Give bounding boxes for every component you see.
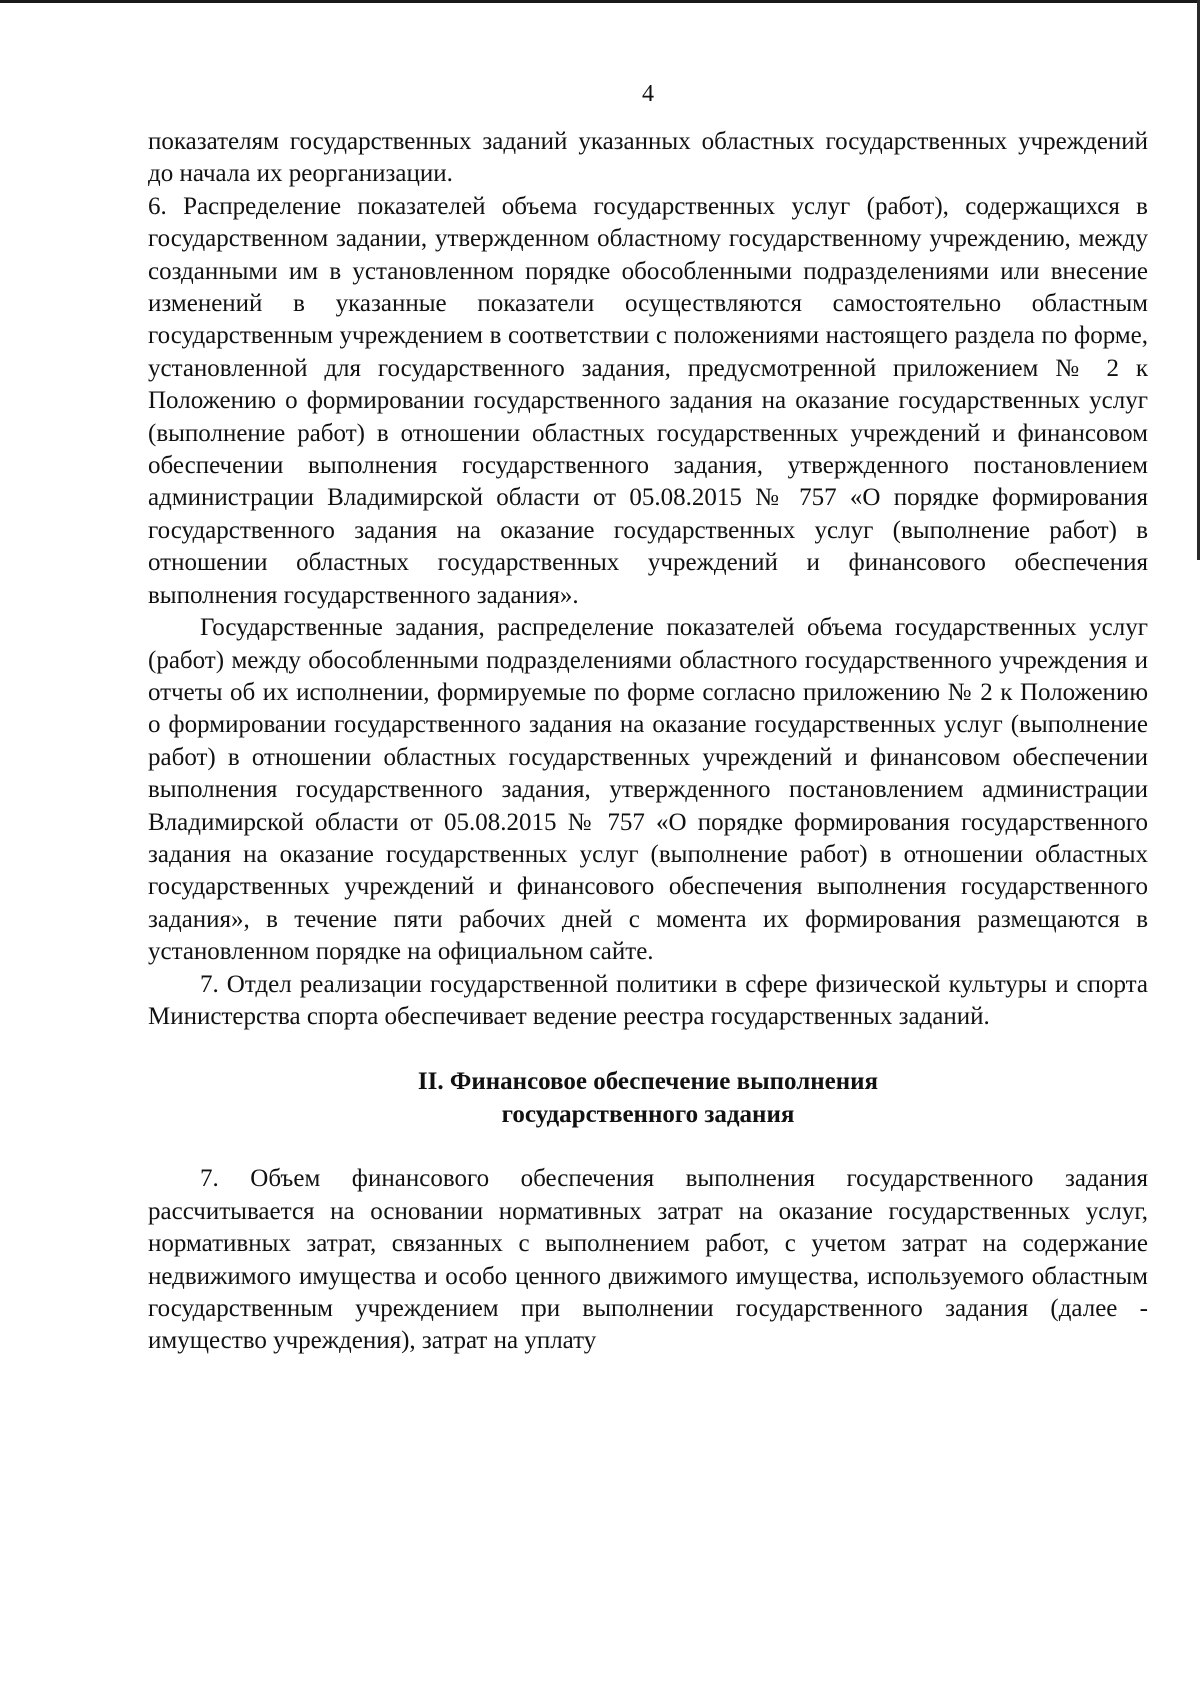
paragraph-continuation: показателям государственных заданий указанных областных государственных учреждений до начала их реорганизации. bbox=[148, 128, 1148, 188]
section-heading bbox=[148, 1065, 1148, 1131]
paragraph-item-7-registry: 7. Отдел реализации государственной политики в сфере физической культуры и спорта Министерства спорта обеспечивает ведение реестра государственных заданий. bbox=[148, 970, 1148, 1030]
paragraph-item-6: 6. Распределение показателей объема государственных услуг (работ), содержащихся в государственном задании, утвержденном областному государственному учреждению, между созданными им в установленном порядке обособленными подразделениями или внесение изменений в указанные показатели осуществляются самостоятельно областным государственным учреждением в соответствии с положениями настоящего раздела по форме, установленной для государственного задания, предусмотренной приложением № 2 к Положению о формировании государственного задания на оказание государственных услуг (выполнение работ) в отношении областных государственных учреждений и финансовом обеспечении выполнения государственного задания, утвержденного постановлением администрации Владимирской области от 05.08.2015 № 757 «О порядке формирования государственного задания на оказание государственных услуг (выполнение работ) в отношении областных государственных учреждений и финансового обеспечения выполнения государственного задания». bbox=[148, 192, 1148, 609]
paragraph-item-7-financing: 7. Объем финансового обеспечения выполнения государственного задания рассчитывается на основании нормативных затрат на оказание государственных услуг, нормативных затрат, связанных с выполнением работ, с учетом затрат на содержание недвижимого имущества и особо ценного движимого имущества, используемого областным государственным учреждением при выполнении государственного задания (далее - имущество учреждения), затрат на уплату bbox=[148, 1165, 1148, 1355]
paragraph-state-tasks: Государственные задания, распределение показателей объема государственных услуг (работ) между обособленными подразделениями областного государственного учреждения и отчеты об их исполнении, формируемые по форме согласно приложению № 2 к Положению о формировании государственного задания на оказание государственных услуг (выполнение работ) в отношении областных государственных учреждений и финансовом обеспечении выполнения государственного задания, утвержденного постановлением администрации Владимирской области от 05.08.2015 № 757 «О порядке формирования государственного задания на оказание государственных услуг (выполнение работ) в отношении областных государственных учреждений и финансового обеспечения выполнения государственного задания», в течение пяти рабочих дней с момента их формирования размещаются в установленном порядке на официальном сайте. bbox=[148, 614, 1148, 966]
scan-border-top bbox=[0, 0, 1200, 3]
section-heading-line-2: государственного задания bbox=[501, 1101, 795, 1129]
document-page bbox=[148, 80, 1148, 1358]
section-heading-line-1: II. Финансовое обеспечение выполнения bbox=[417, 1068, 879, 1096]
page-number: 4 bbox=[642, 81, 654, 107]
